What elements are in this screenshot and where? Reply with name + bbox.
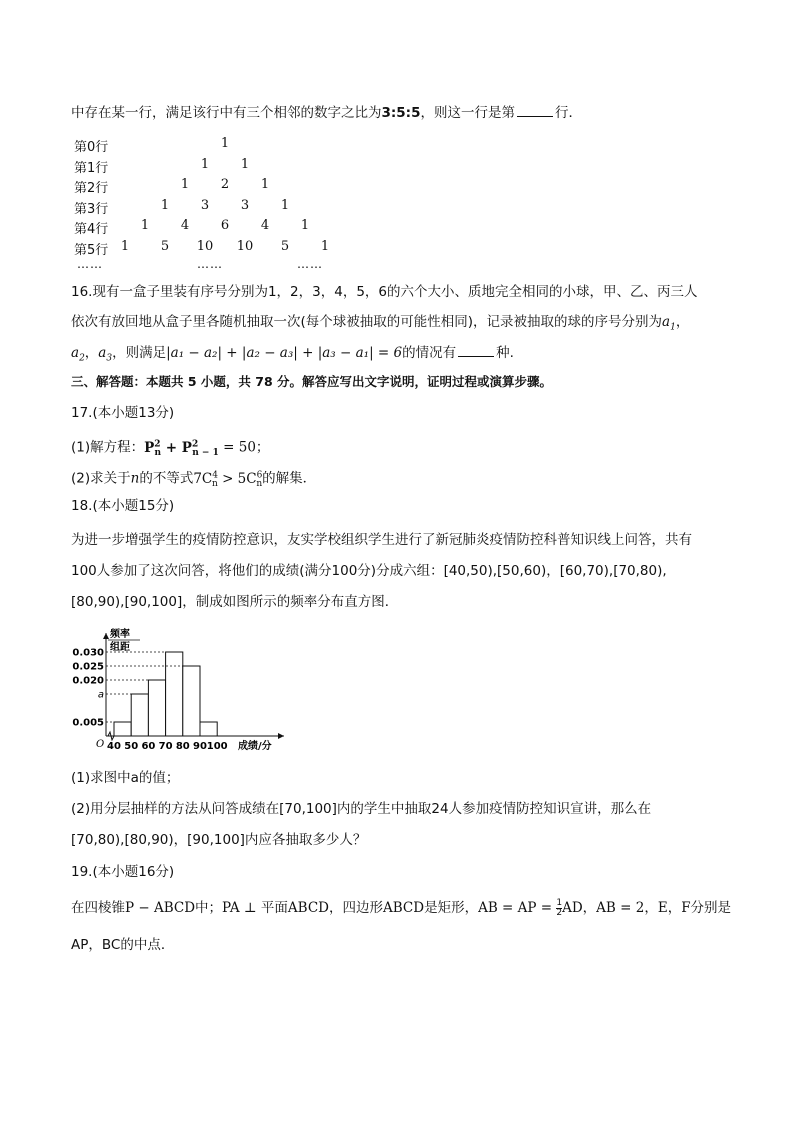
q18-line1: 为进一步增强学生的疫情防控意识，友实学校组织学生进行了新冠肺炎疫情防控科普知识线上问答，共有 xyxy=(71,532,692,548)
triangle-number: 4 xyxy=(260,218,270,233)
q16-line3-end: 种. xyxy=(496,345,514,361)
triangle-number: 1 xyxy=(300,218,310,233)
triangle-number: 10 xyxy=(236,238,254,254)
q17-title: 17.(本小题13分) xyxy=(71,405,175,421)
triangle-number: 3 xyxy=(200,197,210,213)
x-tick-label: 50 xyxy=(124,741,139,752)
q17-inequality: $7C^4_n > 5C^6_n$ xyxy=(193,470,263,490)
q15-text-a: 中存在某一行，满足该行中有三个相邻的数字之比为 xyxy=(71,105,382,121)
x-tick-label: 60 xyxy=(141,741,156,752)
triangle-number: 5 xyxy=(280,238,290,254)
q18-sub1: (1)求图中a的值； xyxy=(71,770,180,786)
x-tick-label: 100 xyxy=(206,741,228,752)
histogram-bar xyxy=(131,694,148,736)
y-tick-label: 0.005 xyxy=(72,717,104,729)
q16-line2: 依次有放回地从盒子里各随机抽取一次(每个球被抽取的可能性相同)，记录被抽取的球的序号分别为$a_1$， xyxy=(71,314,690,333)
histogram-bar xyxy=(200,722,217,736)
q19-line2: AP，BC的中点． xyxy=(71,937,175,953)
triangle-number: 3 xyxy=(240,197,250,213)
q19-line1-text: 在四棱锥P − ABCD中；PA ⊥ 平面ABCD，四边形ABCD是矩形，AB = AP = xyxy=(71,900,557,916)
q15-text-b: ，则这一行是第 xyxy=(420,105,515,121)
triangle-number: 2 xyxy=(220,177,230,192)
q19-line1-tail: AD，AB = 2，E，F分别是 xyxy=(562,900,732,916)
q17-part1-label: (1)解方程： xyxy=(71,439,145,456)
histogram-bar xyxy=(183,666,200,736)
triangle-number: 1 xyxy=(260,177,270,192)
q15-answer-blank[interactable] xyxy=(517,102,553,117)
triangle-number: 1 xyxy=(200,156,210,172)
histogram-bar xyxy=(114,722,131,736)
q16-a1: $a_1$ xyxy=(662,314,676,333)
q16-line2-text: 依次有放回地从盒子里各随机抽取一次(每个球被抽取的可能性相同)，记录被抽取的球的序号分别为 xyxy=(71,314,663,330)
q16-line1: 16.现有一盒子里装有序号分别为1，2，3，4，5，6的六个大小、质地完全相同的小球，甲、乙、丙三人 xyxy=(71,284,698,300)
triangle-row-label: 第3行 xyxy=(74,201,109,217)
triangle-number: 10 xyxy=(196,238,214,254)
q18-sub2b: [70,80),[80,90)，[90,100]内应各抽取多少人？ xyxy=(71,832,367,848)
histogram-bar xyxy=(166,652,183,736)
x-tick-label: 80 xyxy=(175,741,190,752)
x-tick-label: 90 xyxy=(193,741,207,752)
y-tick-label: 0.030 xyxy=(72,647,104,659)
y-axis-arrow xyxy=(103,633,109,639)
q17-part1 xyxy=(71,434,269,463)
y-tick-label: 0.020 xyxy=(72,675,104,687)
y-tick-label: 0.025 xyxy=(72,661,104,673)
q16-answer-blank[interactable] xyxy=(458,342,494,357)
q15-text-c: 行． xyxy=(554,105,582,121)
triangle-number: 1 xyxy=(320,238,330,254)
triangle-number: 1 xyxy=(180,177,190,192)
q17-part1-eq: = 50； xyxy=(218,439,270,456)
q16-a3: ，$a_3$ xyxy=(84,345,113,364)
triangle-row-label: 第2行 xyxy=(74,181,109,196)
q18-line3: [80,90),[90,100]，制成如图所示的频率分布直方图． xyxy=(71,594,399,610)
q19-fraction-half: $\frac{1}{2}$ xyxy=(556,897,563,918)
section-3-header: 三、解答题：本题共 5 小题，共 78 分。解答应写出文字说明，证明过程或演算步骤。 xyxy=(71,374,553,389)
q16-line3 xyxy=(71,342,514,369)
q15-text xyxy=(71,102,582,123)
q17-var-n: n xyxy=(130,470,140,487)
triangle-ellipsis: …… xyxy=(297,257,323,271)
triangle-number: 1 xyxy=(280,197,290,213)
q17-part2 xyxy=(71,465,316,494)
triangle-number: 1 xyxy=(140,218,150,233)
triangle-row-label: 第5行 xyxy=(74,242,109,258)
q17-part1-expr: $P^2_n + P^2_{n - 1}$ xyxy=(144,439,219,459)
triangle-number: 1 xyxy=(160,197,170,213)
q16-a2: $a_2$ xyxy=(71,345,85,364)
q16-expression: |a₁ − a₂| + |a₂ − a₃| + |a₃ − a₁| = 6 xyxy=(166,345,403,361)
triangle-ellipsis: …… xyxy=(77,257,103,271)
triangle-number: 5 xyxy=(160,238,170,254)
q18-title: 18.(本小题15分) xyxy=(71,498,175,514)
q15-ratio: 3:5:5 xyxy=(381,105,421,121)
origin-label: O xyxy=(96,739,105,750)
q19-title: 19.(本小题16分) xyxy=(71,864,175,880)
triangle-number: 4 xyxy=(180,218,190,233)
q19-line1 xyxy=(71,898,731,918)
q16-line3-tail: 的情况有 xyxy=(402,345,457,361)
triangle-row-label: 第1行 xyxy=(74,160,109,176)
triangle-ellipsis: …… xyxy=(197,257,223,271)
x-axis-label: 成绩/分 xyxy=(238,741,272,752)
q16-line3-text: ，则满足 xyxy=(112,345,167,361)
frequency-histogram xyxy=(70,625,290,755)
q18-sub2a: (2)用分层抽样的方法从问答成绩在[70,100]内的学生中抽取24人参加疫情防控知识宣讲，那么在 xyxy=(71,801,652,817)
x-axis-arrow xyxy=(278,733,284,739)
triangle-number: 1 xyxy=(120,238,130,254)
histogram-bar xyxy=(148,680,165,736)
x-tick-label: 70 xyxy=(158,741,173,752)
triangle-row-label: 第4行 xyxy=(74,222,109,237)
triangle-number: 1 xyxy=(240,156,250,172)
y-label-top: 频率 xyxy=(110,629,130,640)
y-tick-label: a xyxy=(97,689,104,701)
q17-part2-label: (2)求关于 xyxy=(71,470,131,487)
triangle-row-label: 第0行 xyxy=(74,140,109,155)
triangle-number: 6 xyxy=(220,218,230,233)
q17-part2-text: 的不等式 xyxy=(139,470,194,487)
q18-line2: 100人参加了这次问答，将他们的成绩(满分100分)分成六组：[40,50),[50,60)，[60,70),[70,80), xyxy=(71,563,667,579)
q17-part2-tail: 的解集． xyxy=(262,470,317,487)
x-tick-label: 40 xyxy=(107,741,121,752)
triangle-number: 1 xyxy=(220,136,230,151)
y-label-bottom: 组距 xyxy=(110,642,130,653)
